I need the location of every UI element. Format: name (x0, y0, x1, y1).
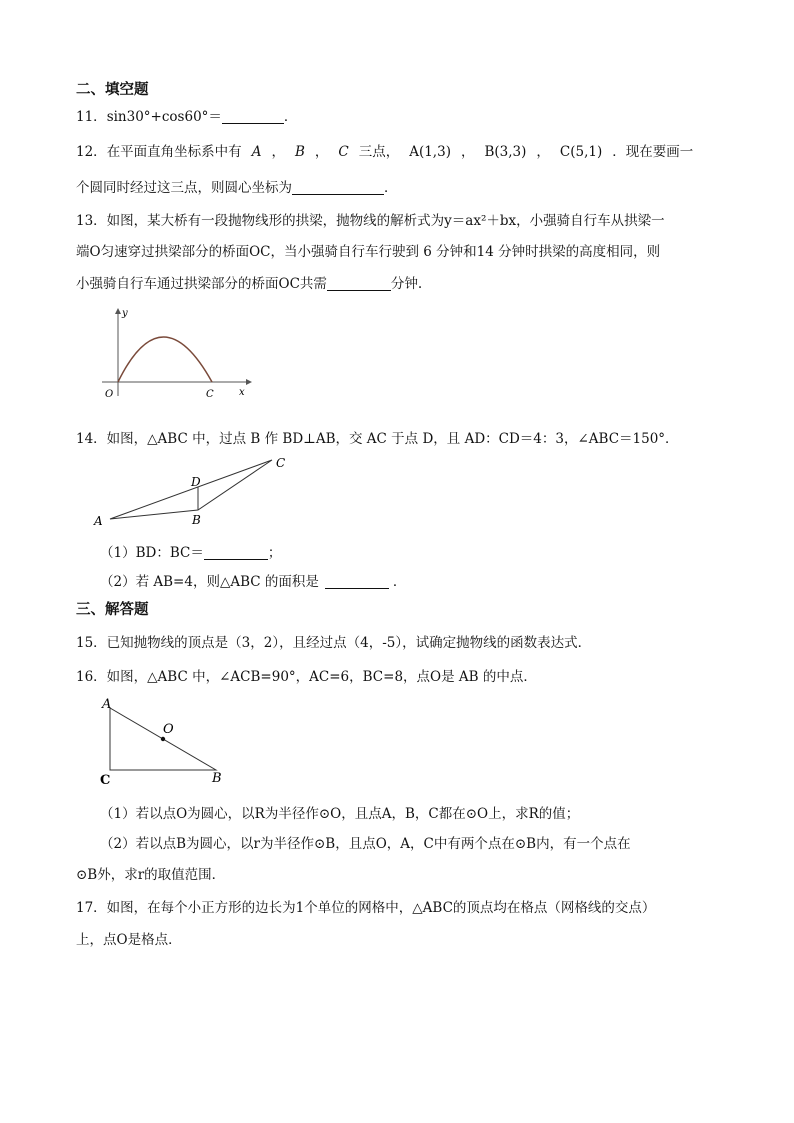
answer-blank-13[interactable] (327, 276, 391, 291)
y-axis-label: y (122, 308, 128, 319)
question-11 (76, 105, 297, 125)
vertex-c-label: C (100, 773, 111, 788)
question-17-line-1: 17．如图，在每个小正方形的边长为1个单位的网格中，△ABC的顶点均在格点（网格线的交点） (76, 900, 656, 916)
question-13-line-2: 端O匀速穿过拱梁部分的桥面OC，当小强骑自行车行驶到 6 分钟和14 分钟时拱梁的高度相同，则 (76, 244, 661, 260)
parabola-curve (118, 337, 212, 382)
figure-16-right-triangle (96, 694, 236, 790)
question-14-part-1 (100, 541, 281, 561)
question-16-part-2-line-2: ⊙B外，求r的取值范围． (76, 867, 226, 883)
x-axis-label: x (239, 387, 245, 398)
vertex-b-label: B (192, 513, 201, 527)
question-14-part-1-tail: ； (267, 545, 282, 561)
y-axis-arrow (115, 308, 121, 314)
point-b-label: B (294, 144, 305, 160)
point-a-label: A (251, 144, 262, 160)
question-14-part-2-tail: ． (392, 574, 407, 590)
vertex-b-label: B (212, 771, 222, 786)
coord-b: B(3,3) (484, 144, 527, 160)
separator: ， (460, 144, 475, 160)
figure-14-triangle (90, 452, 300, 530)
question-13-line-3 (76, 272, 422, 292)
question-17-line-2: 上，点O是格点． (76, 932, 182, 948)
question-16-line-1: 16．如图，△ABC 中，∠ACB=90°，AC=6，BC=8，点O是 AB 的中点． (76, 669, 537, 685)
figure-13-parabola (96, 302, 256, 402)
question-12-text-3: 个圆同时经过这三点，则圆心坐标为 (76, 180, 292, 196)
question-14-part-2 (100, 570, 406, 590)
origin-label: O (105, 389, 114, 400)
question-13-tail: 分钟. (390, 276, 423, 292)
point-c-label: C (206, 389, 214, 400)
question-14-line-1: 14．如图，△ABC 中，过点 B 作 BD⊥AB，交 AC 于点 D，且 AD：CD＝4：3，∠ABC＝150°． (76, 431, 679, 447)
question-13-text: 小强骑自行车通过拱梁部分的桥面OC共需 (76, 276, 327, 292)
question-12-line-1 (76, 140, 693, 160)
vertex-a-label: A (102, 697, 112, 712)
point-d-label: D (191, 475, 201, 489)
question-12-number: 12． (76, 144, 107, 160)
question-16-part-1: （1）若以点O为圆心，以R为半径作⊙O，且点A，B，C都在⊙O上，求R的值； (100, 806, 580, 822)
point-c-label: C (338, 144, 349, 160)
question-12-line-2 (76, 176, 398, 196)
question-12-tail: ． (384, 180, 398, 196)
question-11-number: 11． (76, 109, 107, 125)
question-11-text: sin30°+cos60°＝ (106, 109, 222, 125)
section-heading-solve: 三、解答题 (76, 601, 149, 618)
question-12-text-2: ．现在要画一 (612, 144, 694, 160)
question-15: 15．已知抛物线的顶点是（3，2），且经过点（4，-5），试确定抛物线的函数表达式． (76, 635, 592, 651)
triangle-abc (110, 460, 272, 519)
coord-a: A(1,3) (409, 144, 451, 160)
answer-blank-12[interactable] (292, 180, 384, 195)
question-12-mid: 三点， (358, 144, 400, 160)
answer-blank-14-2[interactable] (325, 574, 389, 589)
separator: ， (314, 144, 329, 160)
question-16-part-2-line-1: （2）若以点B为圆心，以r为半径作⊙B，且点O，A，C中有两个点在⊙B内，有一个点在 (100, 836, 631, 852)
question-14-part-1-text: （1）BD：BC＝ (100, 545, 204, 561)
question-13-line-1: 13．如图，某大桥有一段抛物线形的拱梁，抛物线的解析式为y＝ax²＋bx，小强骑自行车从拱梁一 (76, 213, 665, 229)
x-axis-arrow (246, 379, 252, 385)
coord-c: C(5,1) (559, 144, 603, 160)
question-12-text: 在平面直角坐标系中有 (106, 144, 242, 160)
point-o-label: O (163, 722, 174, 737)
answer-blank-14-1[interactable] (204, 545, 268, 560)
separator: ， (271, 144, 285, 160)
midpoint-o-dot (161, 737, 165, 741)
answer-blank-11[interactable] (222, 109, 284, 124)
vertex-c-label: C (276, 456, 286, 470)
section-heading-fill-in: 二、填空题 (76, 81, 149, 98)
question-11-tail: ． (283, 109, 298, 125)
separator: ， (536, 144, 550, 160)
vertex-a-label: A (94, 514, 103, 528)
question-14-part-2-text: （2）若 AB=4，则△ABC 的面积是 (100, 574, 319, 590)
